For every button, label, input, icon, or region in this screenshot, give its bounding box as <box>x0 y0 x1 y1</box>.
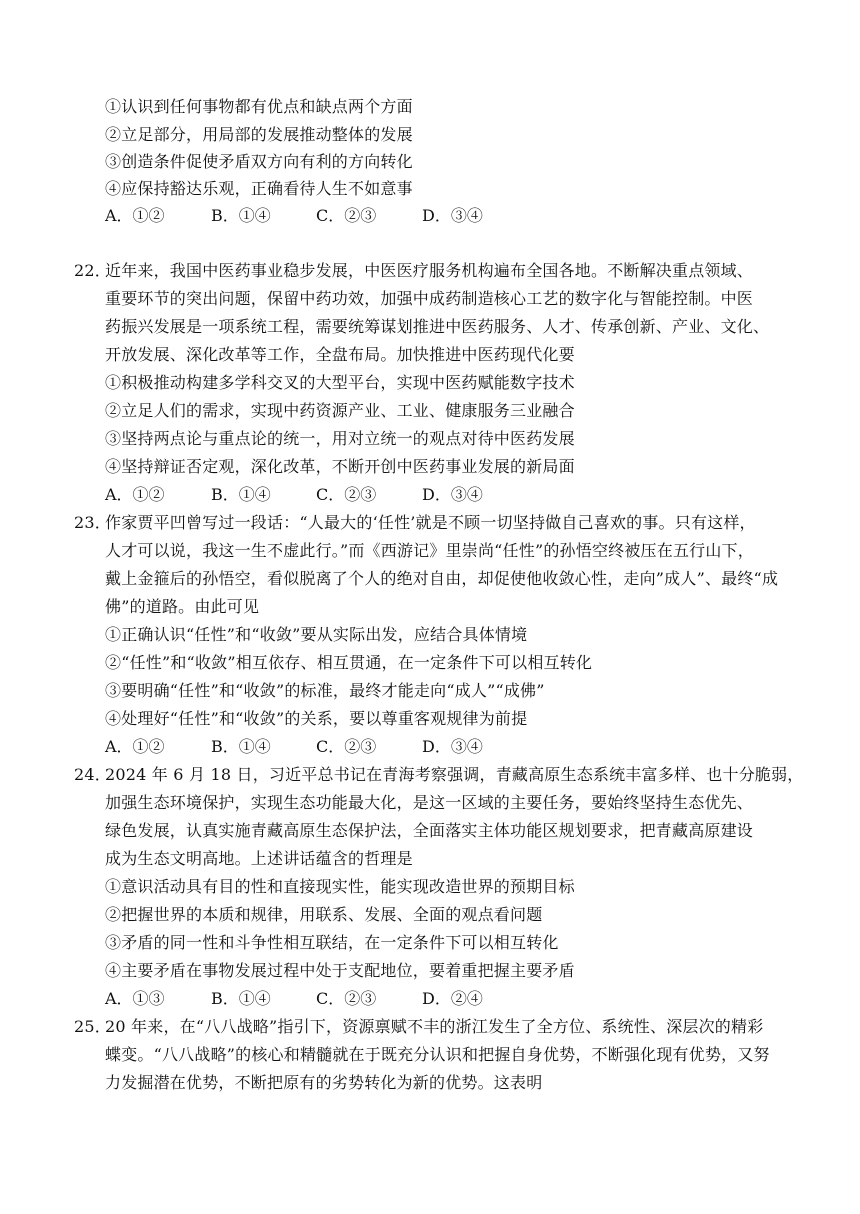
q24-option-4: ④主要矛盾在事物发展过程中处于支配地位，要着重把握主要矛盾 <box>105 961 575 980</box>
q21-option-3: ③创造条件促使矛盾双方向有利的方向转化 <box>105 152 413 171</box>
q23-option-4: ④处理好“任性”和“收敛”的关系，要以尊重客观规律为前提 <box>105 709 528 728</box>
q23-choice-c[interactable]: C．②③ <box>316 737 377 756</box>
q22-stem-line-1: 近年来，我国中医药事业稳步发展，中医医疗服务机构遍布全国各地。不断解决重点领域、 <box>105 261 754 280</box>
q22-option-1: ①积极推动构建多学科交叉的大型平台，实现中医药赋能数字技术 <box>105 373 575 392</box>
q24-number: 24． <box>74 765 111 784</box>
q23-stem-line-3: 戴上金箍后的孙悟空，看似脱离了个人的绝对自由，却促使他收敛心性，走向”成人”、最终“成 <box>105 569 779 588</box>
q24-stem-line-4: 成为生态文明高地。上述讲话蕴含的哲理是 <box>105 849 413 868</box>
q24-choice-c[interactable]: C．②③ <box>316 989 377 1008</box>
q23-choice-b[interactable]: B．①④ <box>211 737 271 756</box>
q22-stem-line-4: 开放发展、深化改革等工作，全盘布局。加快推进中医药现代化要 <box>105 345 575 364</box>
q22-option-4: ④坚持辩证否定观，深化改革，不断开创中医药事业发展的新局面 <box>105 457 575 476</box>
q21-option-4: ④应保持豁达乐观，正确看待人生不如意事 <box>105 179 413 198</box>
q23-choice-a[interactable]: A．①② <box>105 737 165 756</box>
q22-number: 22． <box>74 261 111 280</box>
q23-stem-line-1: 作家贾平凹曾写过一段话：“人最大的‘任性’就是不顾一切坚持做自己喜欢的事。只有这样， <box>105 513 756 532</box>
q21-choice-d[interactable]: D．③④ <box>422 206 483 225</box>
q23-stem-line-4: 佛”的道路。由此可见 <box>105 597 260 616</box>
q24-option-1: ①意识活动具有目的性和直接现实性，能实现改造世界的预期目标 <box>105 877 575 896</box>
q22-choice-b[interactable]: B．①④ <box>211 485 271 504</box>
q21-choice-c[interactable]: C．②③ <box>316 206 377 225</box>
q22-option-2: ②立足人们的需求，实现中药资源产业、工业、健康服务三业融合 <box>105 401 575 420</box>
q25-stem-line-2: 蝶变。“八八战略”的核心和精髓就在于既充分认识和把握自身优势，不断强化现有优势，又努 <box>105 1045 770 1064</box>
q24-stem-line-3: 绿色发展，认真实施青藏高原生态保护法，全面落实主体功能区规划要求，把青藏高原建设 <box>105 821 754 840</box>
q25-number: 25． <box>74 1017 111 1036</box>
q25-stem-line-3: 力发掘潜在优势，不断把原有的劣势转化为新的优势。这表明 <box>105 1073 543 1092</box>
q22-choice-d[interactable]: D．③④ <box>422 485 483 504</box>
q22-option-3: ③坚持两点论与重点论的统一，用对立统一的观点对待中医药发展 <box>105 429 575 448</box>
q23-choice-d[interactable]: D．③④ <box>422 737 483 756</box>
q25-stem-line-1: 20 年来，在“八八战略”指引下，资源禀赋不丰的浙江发生了全方位、系统性、深层次的精彩 <box>105 1017 764 1036</box>
q23-number: 23． <box>74 513 111 532</box>
q21-choice-a[interactable]: A．①② <box>105 206 165 225</box>
q23-option-3: ③要明确“任性”和“收敛”的标准，最终才能走向“成人”“成佛” <box>105 681 545 700</box>
q24-stem-line-1: 2024 年 6 月 18 日，习近平总书记在青海考察强调，青藏高原生态系统丰富多样、也十分脆弱， <box>105 765 804 784</box>
q24-choice-b[interactable]: B．①④ <box>211 989 271 1008</box>
q24-option-2: ②把握世界的本质和规律，用联系、发展、全面的观点看问题 <box>105 905 543 924</box>
q22-choice-a[interactable]: A．①② <box>105 485 165 504</box>
q21-option-1: ①认识到任何事物都有优点和缺点两个方面 <box>105 97 413 116</box>
q23-stem-line-2: 人才可以说，我这一生不虚此行。”而《西游记》里崇尚“任性”的孙悟空终被压在五行山下， <box>105 541 754 560</box>
q24-choice-d[interactable]: D．②④ <box>422 989 483 1008</box>
q24-choice-a[interactable]: A．①③ <box>105 989 165 1008</box>
q24-stem-line-2: 加强生态环境保护，实现生态功能最大化，是这一区域的主要任务，要始终坚持生态优先、 <box>105 793 754 812</box>
q22-stem-line-2: 重要环节的突出问题，保留中药功效，加强中成药制造核心工艺的数字化与智能控制。中医 <box>105 289 754 308</box>
q24-option-3: ③矛盾的同一性和斗争性相互联结，在一定条件下可以相互转化 <box>105 933 559 952</box>
q21-choice-b[interactable]: B．①④ <box>211 206 271 225</box>
q21-option-2: ②立足部分，用局部的发展推动整体的发展 <box>105 125 413 144</box>
q22-stem-line-3: 药振兴发展是一项系统工程，需要统筹谋划推进中医药服务、人才、传承创新、产业、文化、 <box>105 317 770 336</box>
q23-option-2: ②“任性”和“收敛”相互依存、相互贯通，在一定条件下可以相互转化 <box>105 653 593 672</box>
q22-choice-c[interactable]: C．②③ <box>316 485 377 504</box>
q23-option-1: ①正确认识“任性”和“收敛”要从实际出发，应结合具体情境 <box>105 625 528 644</box>
